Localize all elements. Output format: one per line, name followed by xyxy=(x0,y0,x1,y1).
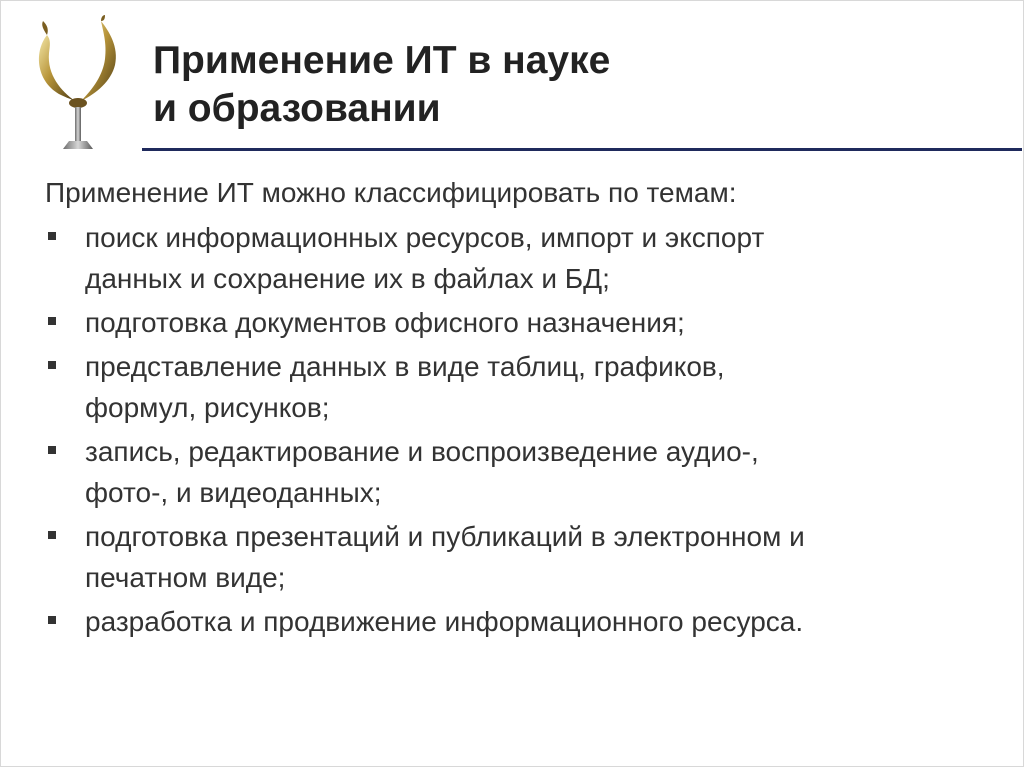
list-item xyxy=(45,431,1005,513)
list-item xyxy=(45,346,1005,428)
square-bullet-icon xyxy=(48,361,56,369)
square-bullet-icon xyxy=(48,531,56,539)
list-item xyxy=(45,516,1005,598)
list-item-line: подготовка презентаций и публикаций в электронном и xyxy=(85,521,805,552)
list-item-line: подготовка документов офисного назначения; xyxy=(85,307,685,338)
list-item-line: фото-, и видеоданных; xyxy=(85,477,382,508)
list-item-line: разработка и продвижение информационного ресурса. xyxy=(85,606,804,637)
title-line: и образовании xyxy=(153,87,441,130)
square-bullet-icon xyxy=(48,446,56,454)
intro-text: Применение ИТ можно классифицировать по темам: xyxy=(45,177,737,208)
title-line: Применение ИТ в науке xyxy=(153,39,611,82)
list-item-line: запись, редактирование и воспроизведение аудио-, xyxy=(85,436,759,467)
list-item-line: поиск информационных ресурсов, импорт и экспорт xyxy=(85,222,765,253)
square-bullet-icon xyxy=(48,232,56,240)
lyre-emblem-icon xyxy=(31,13,127,153)
list-item-line: данных и сохранение их в файлах и БД; xyxy=(85,263,610,294)
list-item-line: печатном виде; xyxy=(85,562,286,593)
list-item xyxy=(45,601,1005,642)
list-item-line: формул, рисунков; xyxy=(85,392,330,423)
list-item xyxy=(45,302,1005,343)
page-title xyxy=(153,37,610,133)
title-divider xyxy=(142,148,1022,151)
slide-body xyxy=(45,172,1005,645)
bullet-list xyxy=(45,217,1005,642)
list-item-line: представление данных в виде таблиц, графиков, xyxy=(85,351,725,382)
square-bullet-icon xyxy=(48,317,56,325)
list-item xyxy=(45,217,1005,299)
square-bullet-icon xyxy=(48,616,56,624)
